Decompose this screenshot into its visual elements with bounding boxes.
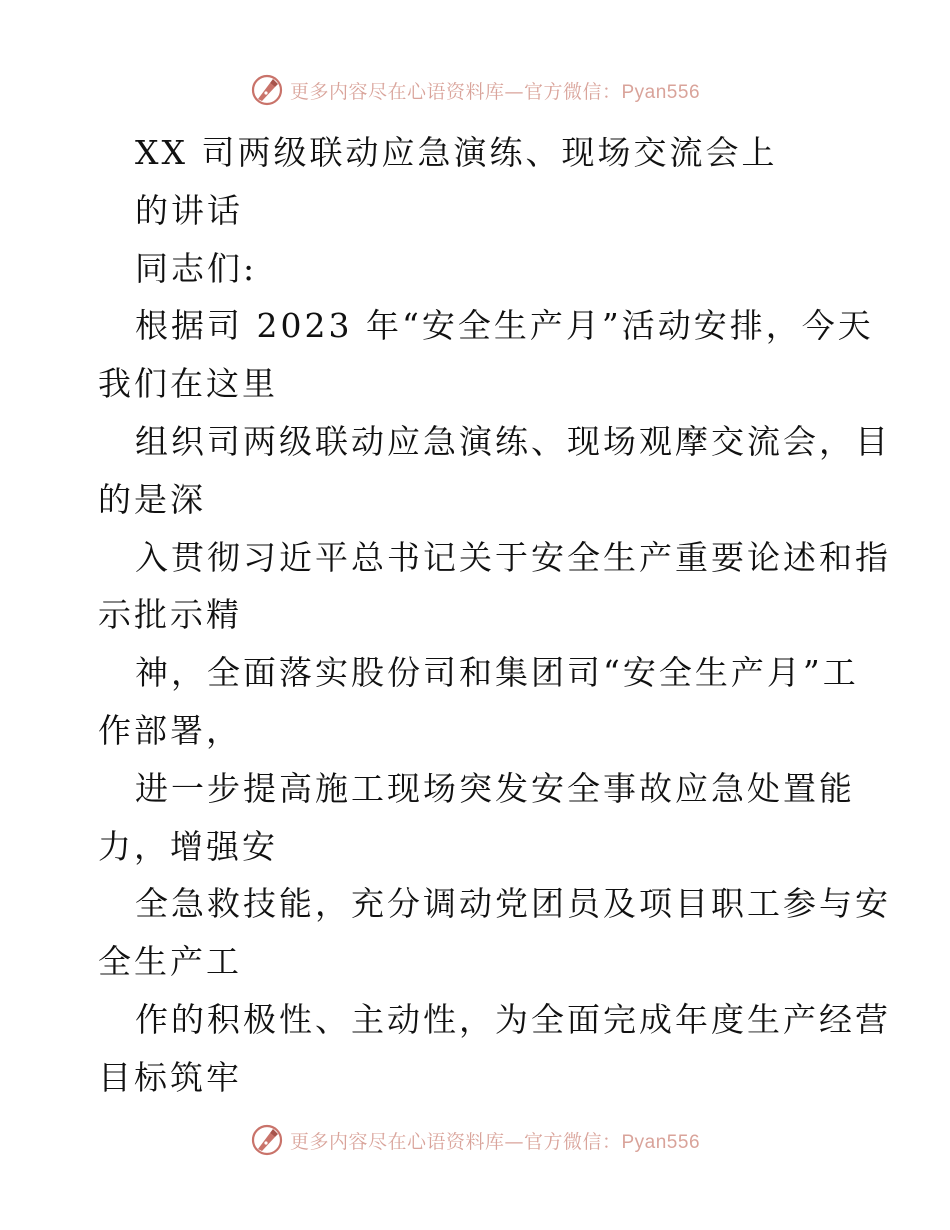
- text-line: 的是深: [98, 479, 206, 519]
- pen-nib-logo-icon: [250, 1123, 284, 1157]
- text-line: 神，全面落实股份司和集团司“安全生产月”工: [135, 653, 859, 693]
- text-line: 同志们:: [135, 248, 258, 288]
- text-line: 组织司两级联动应急演练、现场观摩交流会，目: [135, 421, 891, 461]
- text-line: 全生产工: [98, 942, 242, 982]
- watermark-banner-bottom: [0, 1120, 950, 1160]
- wechat-id: Pyan556: [621, 81, 701, 103]
- wechat-id: Pyan556: [621, 1131, 701, 1153]
- text-line: 我们在这里: [98, 364, 278, 404]
- watermark-text: 更多内容尽在心语资料库—官方微信：Pyan556: [289, 1130, 701, 1153]
- text-line: 示批示精: [98, 595, 242, 635]
- watermark-banner-top: [0, 70, 950, 110]
- text-line: 进一步提高施工现场突发安全事故应急处置能: [135, 768, 855, 808]
- text-line: 力，增强安: [98, 826, 278, 866]
- pen-nib-logo-icon: [250, 73, 284, 107]
- document-body: [98, 124, 891, 1107]
- text-line: 入贯彻习近平总书记关于安全生产重要论述和指: [135, 537, 891, 577]
- text-line: 作部署，: [98, 710, 242, 750]
- watermark-text: 更多内容尽在心语资料库—官方微信：Pyan556: [289, 80, 701, 103]
- text-line: XX 司两级联动应急演练、现场交流会上: [135, 133, 778, 172]
- text-line: 目标筑牢: [98, 1057, 242, 1097]
- text-line: 的讲话: [135, 190, 243, 230]
- text-line: 作的积极性、主动性，为全面完成年度生产经营: [135, 999, 891, 1039]
- text-line: 全急救技能，充分调动党团员及项目职工参与安: [135, 884, 891, 924]
- text-line: 根据司 2023 年“安全生产月”活动安排，今天: [135, 306, 874, 346]
